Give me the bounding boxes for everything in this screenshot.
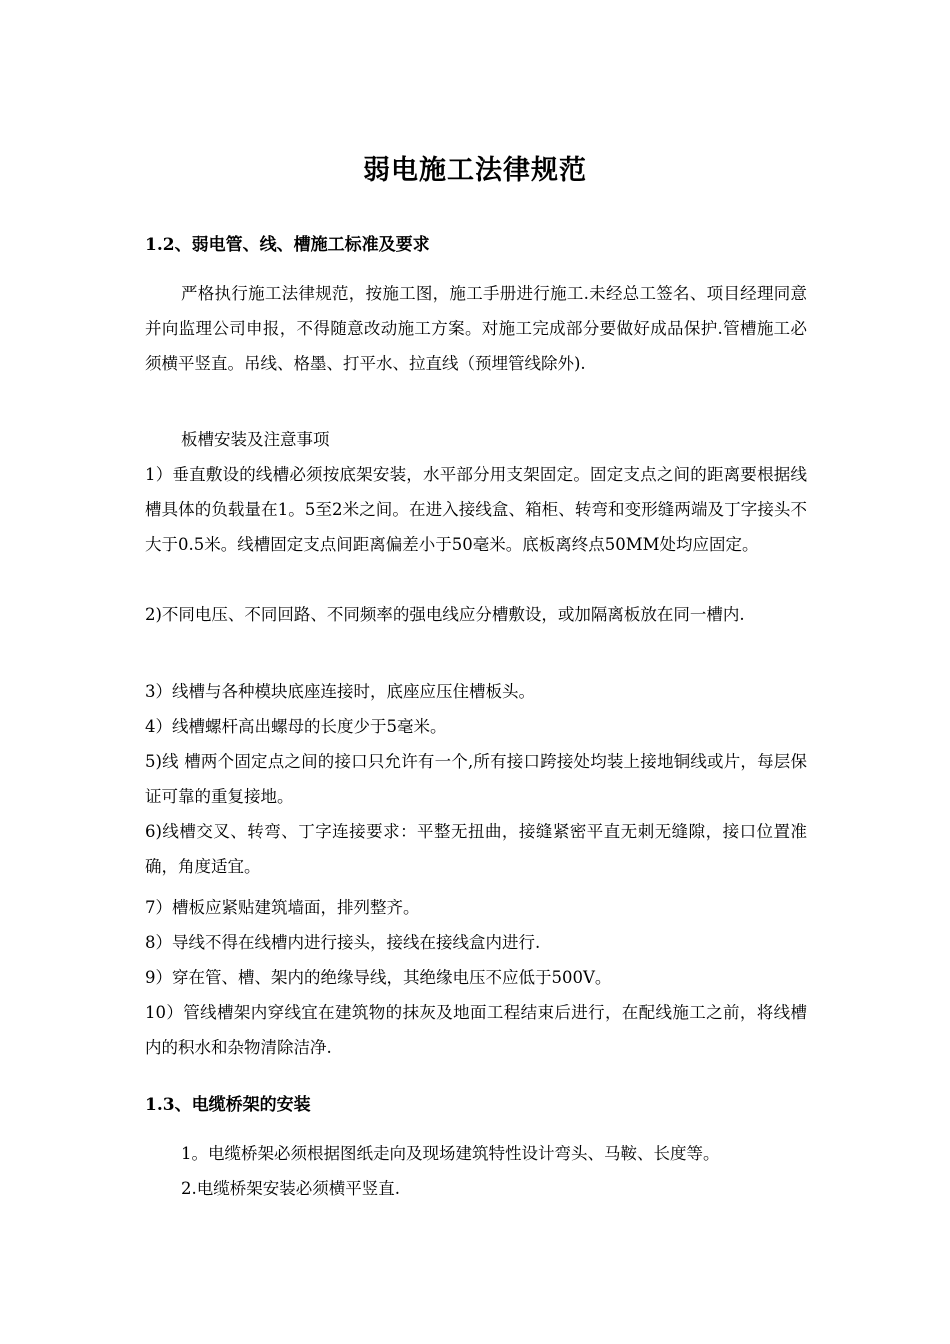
list-item-4: 4）线槽螺杆高出螺母的长度少于5毫米。 (145, 717, 447, 736)
document-title: 弱电施工法律规范 (363, 155, 587, 186)
list-item-10: 10）管线槽架内穿线宜在建筑物的抹灰及地面工程结束后进行，在配线施工之前，将线槽内的积水和杂物清除洁净. (145, 1003, 807, 1057)
list-item-9: 9）穿在管、槽、架内的绝缘导线，其绝缘电压不应低于500V。 (145, 968, 612, 987)
list-item-7: 7）槽板应紧贴建筑墙面，排列整齐。 (145, 898, 420, 917)
list-item-8: 8）导线不得在线槽内进行接头，接线在接线盒内进行. (145, 933, 541, 952)
intro-paragraph: 严格执行施工法律规范，按施工图，施工手册进行施工.未经总工签名、项目经理同意并向监理公司申报，不得随意改动施工方案。对施工完成部分要做好成品保护.管槽施工必须横平竖直。吊线、格墨、打平水、拉直线（预埋管线除外). (145, 284, 807, 373)
cable-tray-item-2: 2.电缆桥架安装必须横平竖直. (181, 1179, 400, 1198)
list-item-2: 2)不同电压、不同回路、不同频率的强电线应分槽敷设，或加隔离板放在同一槽内. (145, 605, 745, 624)
list-item-3: 3）线槽与各种模块底座连接时，底座应压住槽板头。 (145, 682, 535, 701)
section-heading-1-3: 1.3、电缆桥架的安装 (145, 1095, 311, 1115)
list-item-1: 1）垂直敷设的线槽必须按底架安装，水平部分用支架固定。固定支点之间的距离要根据线槽具体的负载量在1。5至2米之间。在进入接线盒、箱柜、转弯和变形缝两端及丁字接头不大于0.5米。线槽固定支点间距离偏差小于50毫米。底板离终点50MM处均应固定。 (145, 465, 807, 554)
list-item-5: 5)线 槽两个固定点之间的接口只允许有一个,所有接口跨接处均装上接地铜线或片，每层保证可靠的重复接地。 (145, 752, 807, 806)
cable-tray-item-1: 1。电缆桥架必须根据图纸走向及现场建筑特性设计弯头、马鞍、长度等。 (181, 1144, 720, 1163)
list-item-6: 6)线槽交叉、转弯、丁字连接要求：平整无扭曲，接缝紧密平直无刺无缝隙，接口位置准确，角度适宜。 (145, 822, 807, 876)
subheading-trough-installation: 板槽安装及注意事项 (181, 430, 330, 449)
section-heading-1-2: 1.2、弱电管、线、槽施工标准及要求 (145, 235, 430, 255)
